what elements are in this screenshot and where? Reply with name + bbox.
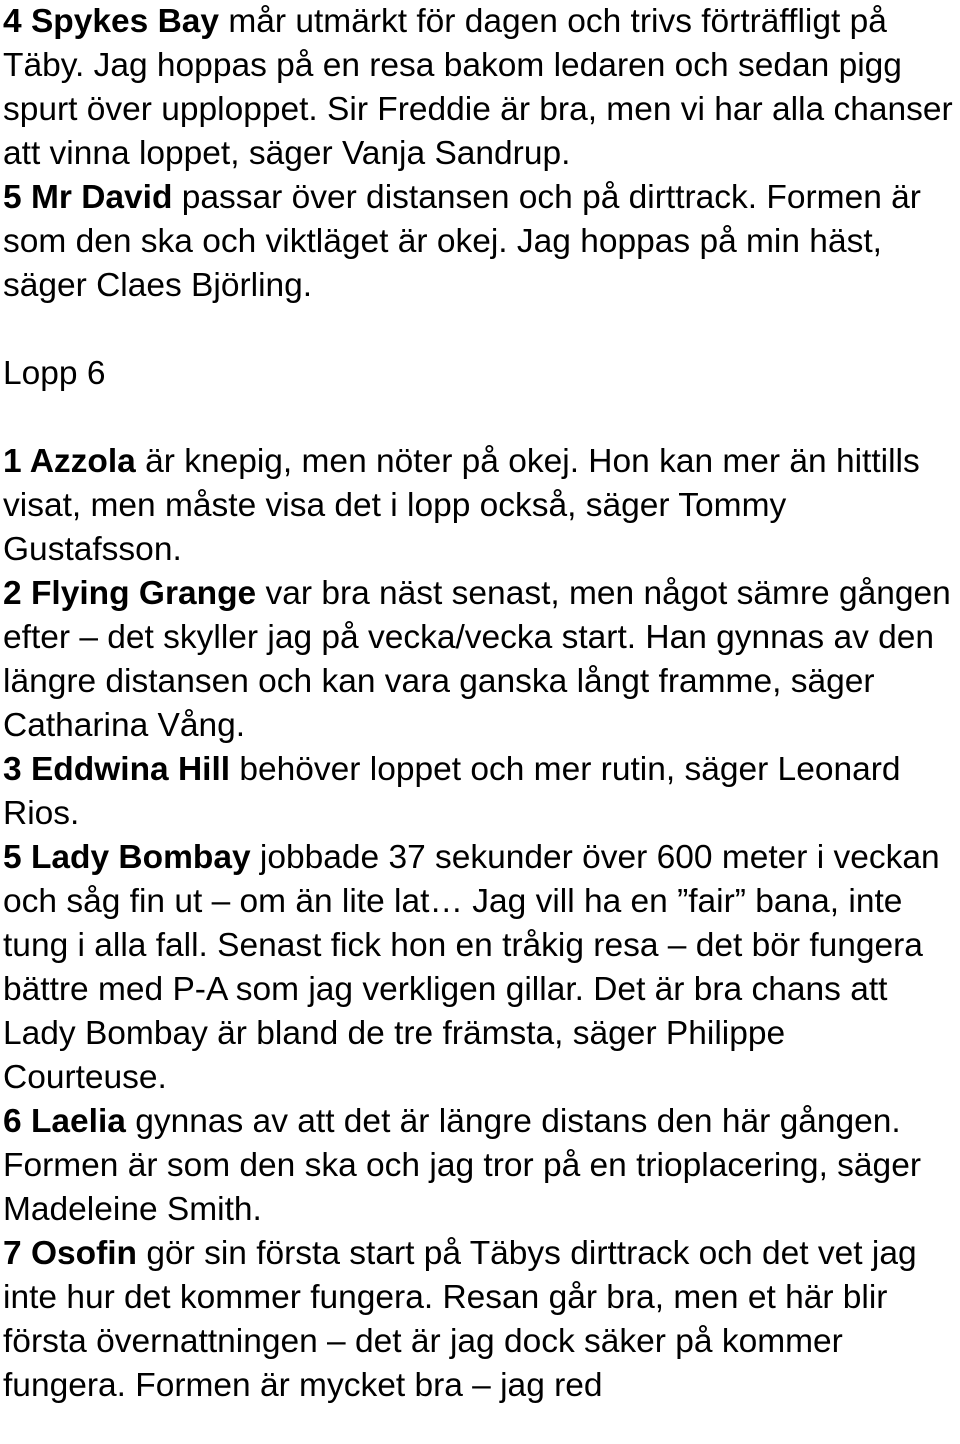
paragraph-text: gör sin första start på Täbys dirttrack och det vet jag inte hur det kommer fungera. Resan går bra, men et här blir första övernattningen – det är jag dock säker på kommer fungera. Formen är mycket bra – jag red [3, 1235, 917, 1404]
horse-name: 6 Laelia [3, 1103, 126, 1140]
horse-name: 2 Flying Grange [3, 575, 257, 612]
paragraph-text: jobbade 37 sekunder över 600 meter i veckan och såg fin ut – om än lite lat… Jag vill ha en ”fair” bana, inte tung i alla fall. Senast fick hon en tråkig resa – det bör fungera bättre med P-A som jag verkligen gillar. Det är bra chans att Lady Bombay är bland de tre främsta, säger Philippe Courteuse. [3, 839, 940, 1096]
blank-line [3, 308, 953, 352]
race-heading: Lopp 6 [3, 355, 106, 392]
horse-name: 1 Azzola [3, 443, 136, 480]
blank-line [3, 396, 953, 440]
document-page [3, 0, 953, 1408]
paragraph-text: var bra näst senast, men något sämre gången efter – det skyller jag på vecka/vecka start. Han gynnas av den längre distansen och kan vara ganska långt framme, säger Catharina Vång. [3, 575, 951, 744]
horse-name: 4 Spykes Bay [3, 3, 220, 40]
paragraph-spykes-bay [3, 0, 953, 176]
paragraph-azzola [3, 440, 953, 572]
paragraph-eddwina-hill [3, 748, 953, 836]
horse-name: 5 Mr David [3, 179, 173, 216]
horse-name: 3 Eddwina Hill [3, 751, 231, 788]
paragraph-flying-grange [3, 572, 953, 748]
paragraph-laelia [3, 1100, 953, 1232]
paragraph-mr-david [3, 176, 953, 308]
paragraph-osofin [3, 1232, 953, 1408]
horse-name: 5 Lady Bombay [3, 839, 251, 876]
paragraph-lady-bombay [3, 836, 953, 1100]
paragraph-text: gynnas av att det är längre distans den här gången. Formen är som den ska och jag tror på en trioplacering, säger Madeleine Smith. [3, 1103, 921, 1228]
horse-name: 7 Osofin [3, 1235, 138, 1272]
paragraph-text: passar över distansen och på dirttrack. Formen är som den ska och viktläget är okej. Jag hoppas på min häst, säger Claes Björling. [3, 179, 921, 304]
paragraph-text: är knepig, men nöter på okej. Hon kan mer än hittills visat, men måste visa det i lopp också, säger Tommy Gustafsson. [3, 443, 920, 568]
paragraph-text: mår utmärkt för dagen och trivs förträffligt på Täby. Jag hoppas på en resa bakom ledaren och sedan pigg spurt över upploppet. Sir Freddie är bra, men vi har alla chanser att vinna loppet, säger Vanja Sandrup. [3, 3, 953, 172]
paragraph-text: behöver loppet och mer rutin, säger Leonard Rios. [3, 751, 901, 832]
